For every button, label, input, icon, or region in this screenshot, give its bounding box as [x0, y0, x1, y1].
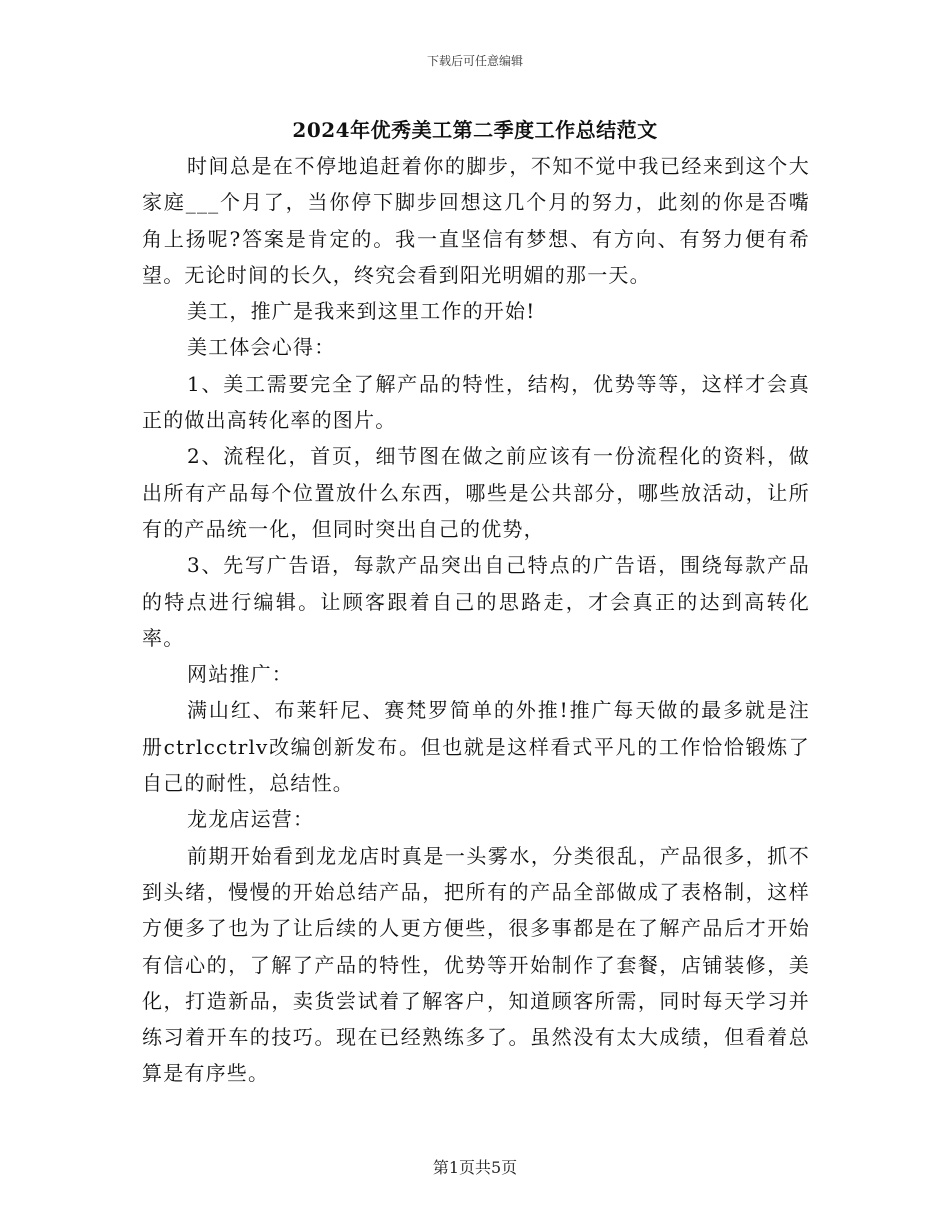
- heading-store-operation: 龙龙店运营：: [187, 807, 315, 832]
- paragraph-point-3: 3、先写广告语，每款产品突出自己特点的广告语，围绕每款产品的特点进行编辑。让顾客跟着自己的思路走，才会真正的达到高转化率。: [142, 553, 810, 650]
- heading-website-promotion: 网站推广：: [187, 662, 293, 687]
- header-note: 下载后可任意编辑: [426, 54, 523, 68]
- paragraph-point-2: 2、流程化，首页，细节图在做之前应该有一份流程化的资料，做出所有产品每个位置放什么东西，哪些是公共部分，哪些放活动，让所有的产品统一化，但同时突出自己的优势，: [142, 444, 810, 541]
- paragraph-point-1: 1、美工需要完全了解产品的特性，结构，优势等等，这样才会真正的做出高转化率的图片。: [142, 371, 810, 433]
- document-body: [142, 148, 810, 1092]
- page-number: 第1页共5页: [432, 1158, 518, 1177]
- document-title: 2024年优秀美工第二季度工作总结范文: [292, 118, 658, 142]
- heading-design-insights: 美工体会心得：: [187, 335, 336, 360]
- paragraph-promotion: 满山红、布莱轩尼、赛梵罗简单的外推!推广每天做的最多就是注册ctrlcctrlv改编创新发布。但也就是这样看式平凡的工作恰恰锻炼了自己的耐性，总结性。: [142, 698, 810, 796]
- paragraph-intro: 时间总是在不停地追赶着你的脚步，不知不觉中我已经来到这个大家庭___个月了，当你停下脚步回想这几个月的努力，此刻的你是否嘴角上扬呢?答案是肯定的。我一直坚信有梦想、有方向、有努力便有希望。无论时间的长久，终究会看到阳光明媚的那一天。: [142, 154, 810, 287]
- paragraph-store-operation: 前期开始看到龙龙店时真是一头雾水，分类很乱，产品很多，抓不到头绪，慢慢的开始总结产品，把所有的产品全部做成了表格制，这样方便多了也为了让后续的人更方便些，很多事都是在了解产品后才开始有信心的，了解了产品的特性，优势等开始制作了套餐，店铺装修，美化，打造新品，卖货尝试着了解客户，知道顾客所需，同时每天学习并练习着开车的技巧。现在已经熟练多了。虽然没有太大成绩，但看着总算是有序些。: [142, 843, 810, 1086]
- paragraph-start: 美工，推广是我来到这里工作的开始!: [187, 299, 536, 324]
